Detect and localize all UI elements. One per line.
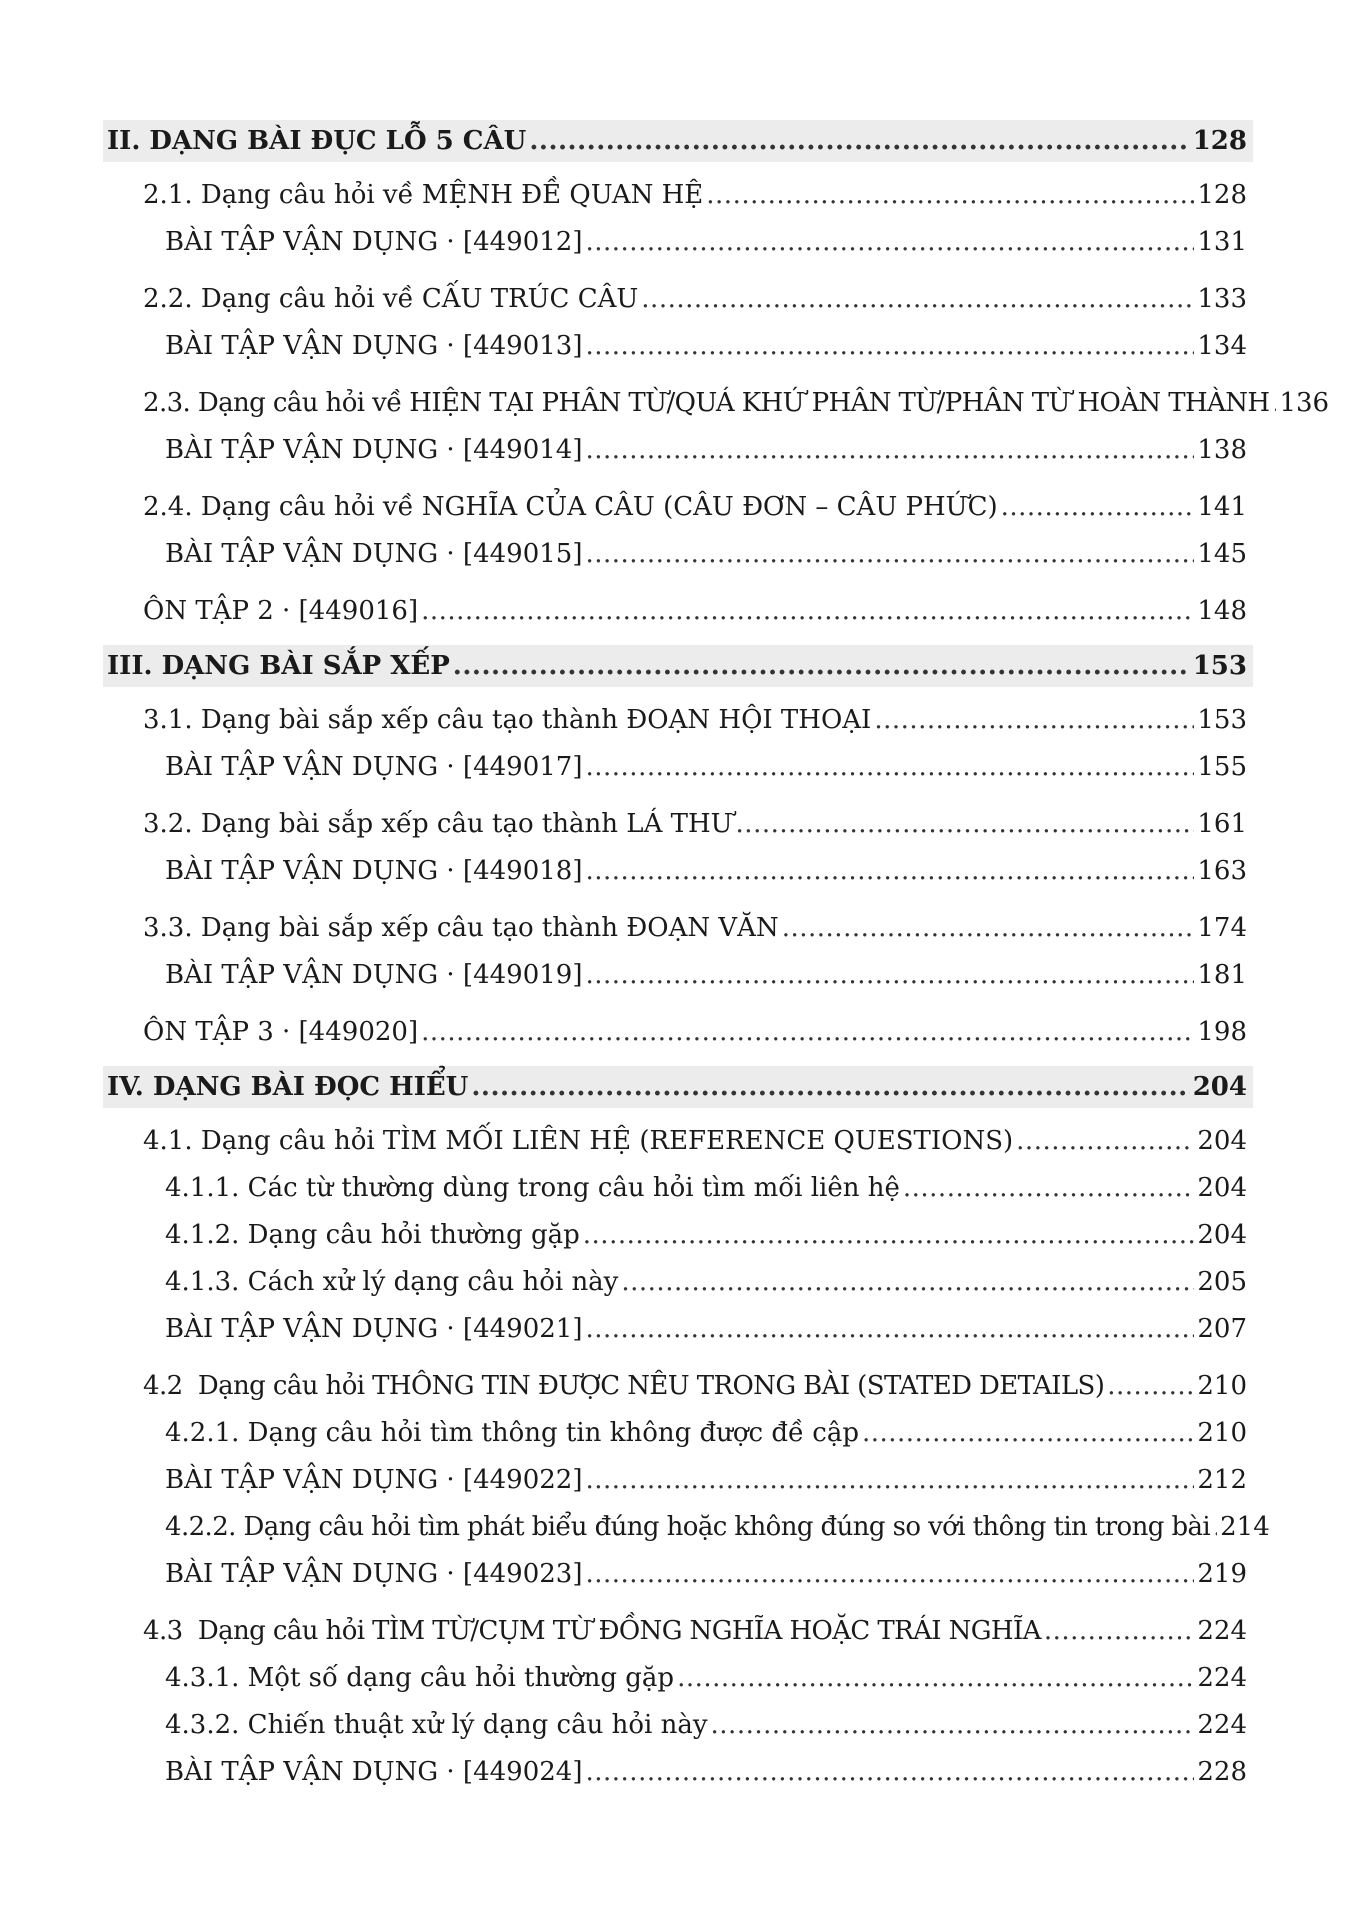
dot-leader <box>874 697 1194 744</box>
toc-entry-label: ÔN TẬP 2 · [449016] <box>143 596 419 626</box>
dot-leader <box>1016 1118 1194 1165</box>
dot-leader <box>1272 380 1276 427</box>
toc-page-number: 148 <box>1197 596 1247 626</box>
toc-page-number: 145 <box>1197 539 1247 569</box>
toc-page-number: 204 <box>1197 1173 1247 1203</box>
toc-entry[interactable] <box>103 744 1253 791</box>
toc-page-number: 224 <box>1197 1710 1247 1740</box>
toc-page-number: 212 <box>1197 1465 1247 1495</box>
dot-leader <box>585 219 1194 266</box>
toc-page-number: 204 <box>1192 1072 1247 1102</box>
toc-page-number: 161 <box>1197 809 1247 839</box>
toc-entry[interactable] <box>103 1118 1253 1165</box>
toc-page-number: 204 <box>1197 1220 1247 1250</box>
toc-entry[interactable] <box>103 1702 1253 1749</box>
toc-entry-label: 2.1. Dạng câu hỏi về MỆNH ĐỀ QUAN HỆ <box>143 180 704 210</box>
toc-entry[interactable] <box>103 531 1253 578</box>
dot-leader <box>782 905 1195 952</box>
toc-entry-label: BÀI TẬP VẬN DỤNG · [449014] <box>165 435 583 465</box>
toc-page-number: 136 <box>1279 388 1330 418</box>
toc-entry-label: BÀI TẬP VẬN DỤNG · [449021] <box>165 1314 583 1344</box>
toc-entry-label: 4.1. Dạng câu hỏi TÌM MỐI LIÊN HỆ (REFERENCE QUESTIONS) <box>143 1126 1014 1156</box>
toc-entry[interactable] <box>103 1009 1253 1056</box>
toc-entry[interactable] <box>103 1457 1253 1504</box>
toc-page-number: 228 <box>1197 1757 1247 1787</box>
dot-leader <box>862 1410 1194 1457</box>
dot-leader <box>583 1212 1195 1259</box>
toc-entry-label: 4.2.1. Dạng câu hỏi tìm thông tin không được đề cập <box>165 1418 859 1448</box>
toc-page-number: 128 <box>1197 180 1247 210</box>
dot-leader <box>641 276 1194 323</box>
dot-leader <box>585 323 1194 370</box>
toc-entry-label: 3.2. Dạng bài sắp xếp câu tạo thành LÁ THƯ <box>143 809 733 839</box>
toc-section-ii[interactable] <box>103 120 1253 162</box>
toc-entry[interactable] <box>103 848 1253 895</box>
dot-leader <box>706 172 1194 219</box>
toc-entry-label: 4.3.2. Chiến thuật xử lý dạng câu hỏi này <box>165 1710 708 1740</box>
toc-entry-label: BÀI TẬP VẬN DỤNG · [449019] <box>165 960 583 990</box>
dot-leader <box>585 1457 1194 1504</box>
toc-page-number: 219 <box>1197 1559 1247 1589</box>
toc-entry-label: IV. DẠNG BÀI ĐỌC HIỂU <box>107 1072 469 1102</box>
toc-entry[interactable] <box>103 697 1253 744</box>
toc-page-number: 224 <box>1197 1663 1247 1693</box>
toc-entry[interactable] <box>103 1749 1253 1796</box>
toc-entry[interactable] <box>103 323 1253 370</box>
toc-entry[interactable] <box>103 801 1253 848</box>
dot-leader <box>421 588 1194 635</box>
dot-leader <box>711 1702 1195 1749</box>
toc-page-number: 174 <box>1197 913 1247 943</box>
toc-page-number: 181 <box>1197 960 1247 990</box>
toc-section-iv[interactable] <box>103 1066 1253 1108</box>
dot-leader <box>1044 1608 1195 1655</box>
dot-leader <box>585 427 1194 474</box>
toc-entry[interactable] <box>103 952 1253 999</box>
toc-page-number: 214 <box>1220 1512 1270 1542</box>
toc-entry-label: 2.2. Dạng câu hỏi về CẤU TRÚC CÂU <box>143 284 639 314</box>
dot-leader <box>585 1306 1194 1353</box>
toc-page-number: 131 <box>1197 227 1247 257</box>
toc-page-number: 133 <box>1197 284 1247 314</box>
toc-page-number: 153 <box>1192 651 1247 681</box>
dot-leader <box>471 1066 1189 1108</box>
table-of-contents <box>103 120 1330 1796</box>
toc-entry-label: III. DẠNG BÀI SẮP XẾP <box>107 651 450 681</box>
toc-entry[interactable] <box>103 1212 1253 1259</box>
toc-entry[interactable] <box>103 427 1253 474</box>
toc-entry-label: 2.3. Dạng câu hỏi về HIỆN TẠI PHÂN TỪ/QUÁ KHỨ PHÂN TỪ/PHÂN TỪ HOÀN THÀNH <box>143 388 1270 418</box>
dot-leader <box>453 645 1190 687</box>
dot-leader <box>1213 1504 1217 1551</box>
toc-entry-label: BÀI TẬP VẬN DỤNG · [449013] <box>165 331 583 361</box>
toc-entry[interactable] <box>103 219 1253 266</box>
toc-entry-label: 4.1.1. Các từ thường dùng trong câu hỏi tìm mối liên hệ <box>165 1173 900 1203</box>
toc-entry-label: 4.1.3. Cách xử lý dạng câu hỏi này <box>165 1267 619 1297</box>
dot-leader <box>677 1655 1194 1702</box>
toc-entry[interactable] <box>103 484 1253 531</box>
toc-entry-label: 3.1. Dạng bài sắp xếp câu tạo thành ĐOẠN HỘI THOẠI <box>143 705 872 735</box>
toc-entry-label: BÀI TẬP VẬN DỤNG · [449024] <box>165 1757 583 1787</box>
toc-entry-label: BÀI TẬP VẬN DỤNG · [449022] <box>165 1465 583 1495</box>
toc-page-number: 138 <box>1197 435 1247 465</box>
dot-leader <box>1107 1363 1194 1410</box>
toc-page-number: 204 <box>1197 1126 1247 1156</box>
toc-entry-label: 4.3 Dạng câu hỏi TÌM TỪ/CỤM TỪ ĐỒNG NGHĨA HOẶC TRÁI NGHĨA <box>143 1616 1041 1646</box>
toc-entry[interactable] <box>103 1410 1253 1457</box>
toc-entry[interactable] <box>103 1165 1253 1212</box>
toc-entry[interactable] <box>103 1551 1253 1598</box>
toc-entry-label: 2.4. Dạng câu hỏi về NGHĨA CỦA CÂU (CÂU ĐƠN – CÂU PHỨC) <box>143 492 998 522</box>
toc-entry[interactable] <box>103 1608 1253 1655</box>
dot-leader <box>903 1165 1194 1212</box>
dot-leader <box>585 1749 1194 1796</box>
dot-leader <box>621 1259 1194 1306</box>
toc-entry[interactable] <box>103 172 1253 219</box>
toc-entry-label: ÔN TẬP 3 · [449020] <box>143 1017 419 1047</box>
toc-entry[interactable] <box>103 588 1253 635</box>
dot-leader <box>585 952 1194 999</box>
toc-entry-label: 4.1.2. Dạng câu hỏi thường gặp <box>165 1220 580 1250</box>
dot-leader <box>585 744 1194 791</box>
dot-leader <box>736 801 1195 848</box>
toc-entry-label: 3.3. Dạng bài sắp xếp câu tạo thành ĐOẠN VĂN <box>143 913 779 943</box>
toc-entry[interactable] <box>103 1306 1253 1353</box>
toc-page-number: 153 <box>1197 705 1247 735</box>
toc-entry-label: II. DẠNG BÀI ĐỤC LỖ 5 CÂU <box>107 126 527 156</box>
toc-entry[interactable] <box>103 380 1330 427</box>
toc-page-number: 205 <box>1197 1267 1247 1297</box>
toc-entry-label: BÀI TẬP VẬN DỤNG · [449012] <box>165 227 583 257</box>
toc-entry[interactable] <box>103 905 1253 952</box>
toc-page-number: 198 <box>1197 1017 1247 1047</box>
toc-page-number: 207 <box>1197 1314 1247 1344</box>
toc-section-iii[interactable] <box>103 645 1253 687</box>
toc-entry[interactable] <box>103 1655 1253 1702</box>
dot-leader <box>1001 484 1195 531</box>
toc-entry-label: 4.3.1. Một số dạng câu hỏi thường gặp <box>165 1663 675 1693</box>
toc-entry[interactable] <box>103 1363 1253 1410</box>
toc-entry[interactable] <box>103 1259 1253 1306</box>
dot-leader <box>421 1009 1194 1056</box>
toc-page-number: 210 <box>1197 1371 1247 1401</box>
toc-page-number: 224 <box>1197 1616 1247 1646</box>
toc-page-number: 155 <box>1197 752 1247 782</box>
dot-leader <box>585 848 1194 895</box>
dot-leader <box>585 531 1194 578</box>
toc-page-number: 163 <box>1197 856 1247 886</box>
toc-entry-label: BÀI TẬP VẬN DỤNG · [449017] <box>165 752 583 782</box>
toc-page-number: 210 <box>1197 1418 1247 1448</box>
toc-entry-label: 4.2.2. Dạng câu hỏi tìm phát biểu đúng hoặc không đúng so với thông tin trong bài <box>165 1512 1211 1542</box>
toc-page-number: 141 <box>1197 492 1247 522</box>
dot-leader <box>585 1551 1194 1598</box>
toc-entry-label: 4.2 Dạng câu hỏi THÔNG TIN ĐƯỢC NÊU TRONG BÀI (STATED DETAILS) <box>143 1371 1105 1401</box>
dot-leader <box>529 120 1189 162</box>
toc-entry-label: BÀI TẬP VẬN DỤNG · [449018] <box>165 856 583 886</box>
toc-entry[interactable] <box>103 1504 1270 1551</box>
toc-page-number: 134 <box>1197 331 1247 361</box>
toc-entry[interactable] <box>103 276 1253 323</box>
toc-entry-label: BÀI TẬP VẬN DỤNG · [449015] <box>165 539 583 569</box>
toc-entry-label: BÀI TẬP VẬN DỤNG · [449023] <box>165 1559 583 1589</box>
toc-page-number: 128 <box>1192 126 1247 156</box>
